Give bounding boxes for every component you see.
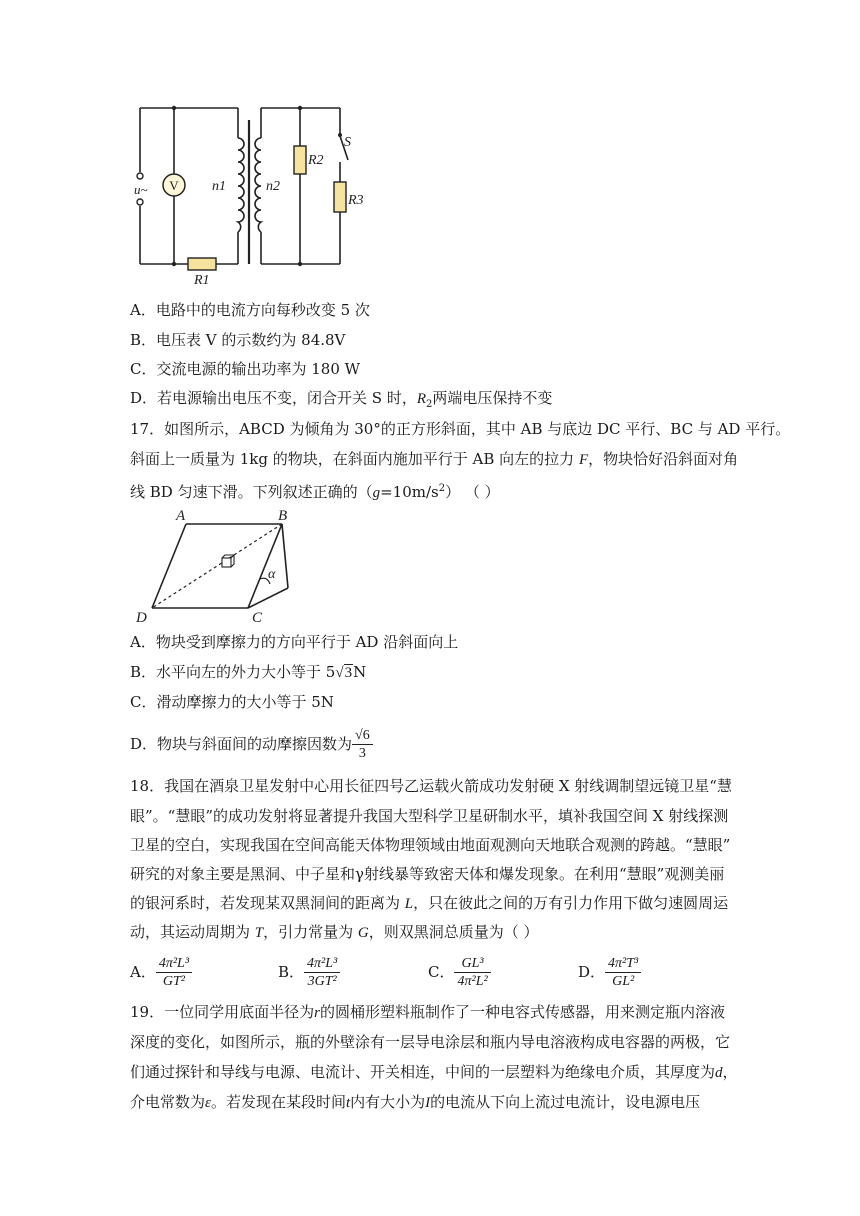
- r3-resistor: [334, 182, 346, 212]
- voltmeter-label: V: [169, 178, 179, 193]
- vertex-a-label: A: [176, 508, 186, 524]
- q16-option-a: A．电路中的电流方向每秒改变 5 次: [130, 301, 370, 319]
- r2-resistor: [294, 146, 306, 174]
- vertex-d-label: D: [136, 610, 147, 626]
- vertex-c-label: C: [252, 610, 263, 626]
- r3-label: R3: [348, 193, 364, 208]
- n2-label: n2: [266, 179, 280, 194]
- n1-label: n1: [212, 179, 226, 194]
- q16-option-b: B．电压表 V 的示数约为 84.8V: [130, 331, 346, 349]
- q18-line-3: 卫星的空白，实现我国在空间高能天体物理领域由地面观测向天地联合观测的跨越。“慧眼”: [130, 836, 731, 854]
- q18-option-a: A． $\frac{\text{4π²L³}}{\text{GT²}}$: [130, 952, 192, 992]
- q16-option-c: C．交流电源的输出功率为 180 W: [130, 360, 361, 378]
- q17-line-1: 17．如图所示，ABCD 为倾角为 30°的正方形斜面，其中 AB 与底边 DC 平行、BC 与 AD 平行。: [130, 420, 791, 438]
- incline-square-diagram: [130, 502, 310, 628]
- q17-line-3: 线 BD 匀速下滑。下列叙述正确的$(g=10m/s^2)$ （ ）: [130, 483, 500, 501]
- alpha-label: α: [268, 567, 276, 582]
- q19-line-3: 们通过探针和导线与电源、电流计、开关相连，中间的一层塑料为绝缘电介质，其厚度为d，: [130, 1063, 738, 1081]
- q17-option-a: A．物块受到摩擦力的方向平行于 AD 沿斜面向上: [130, 633, 459, 651]
- q16-option-d: D．若电源输出电压不变，闭合开关 S 时，$R_2$两端电压保持不变: [130, 389, 553, 410]
- q17-option-c: C．滑动摩擦力的大小等于 5N: [130, 693, 334, 711]
- source-label: u~: [134, 182, 148, 197]
- q18-line-1: 18．我国在酒泉卫星发射中心用长征四号乙运载火箭成功发射硬 X 射线调制望远镜卫星“慧: [130, 777, 732, 795]
- q18-option-b: B． $\frac{\text{4π²L³}}{\text{3GT²}}$: [278, 952, 340, 992]
- q17-option-b: B．水平向左的外力大小等于 5√3N: [130, 663, 367, 681]
- q19-line-1: 19．一位同学用底面半径为r的圆桶形塑料瓶制作了一种电容式传感器，用来测定瓶内溶液: [130, 1003, 725, 1021]
- switch-label: S: [344, 135, 351, 150]
- q17-option-d: D．物块与斜面间的动摩擦因数为 $\frac{√6}{3}$: [130, 724, 373, 764]
- q18-line-2: 眼”。“慧眼”的成功发射将显著提升我国大型科学卫星研制水平，填补我国空间 X 射线探测: [130, 807, 729, 825]
- q18-line-6: 动，其运动周期为 T，引力常量为 G，则双黑洞总质量为（ ）: [130, 923, 539, 941]
- q19-line-2: 深度的变化，如图所示，瓶的外壁涂有一层导电涂层和瓶内导电溶液构成电容器的两极，它: [130, 1033, 731, 1051]
- block-icon: [222, 555, 234, 567]
- transformer-circuit-diagram: [130, 100, 380, 290]
- vertex-b-label: B: [278, 508, 288, 524]
- r1-label: R1: [194, 273, 210, 288]
- q18-line-4: 研究的对象主要是黑洞、中子星和γ射线暴等致密天体和爆发现象。在利用“慧眼”观测美丽: [130, 865, 725, 883]
- r2-label: R2: [308, 153, 324, 168]
- q18-line-5: 的银河系时，若发现某双黑洞间的距离为 L，只在彼此之间的万有引力作用下做匀速圆周运: [130, 894, 729, 912]
- q17-line-2: 斜面上一质量为 1kg 的物块，在斜面内施加平行于 AB 向左的拉力 F，物块恰好沿斜面对角: [130, 450, 739, 468]
- q18-option-d: D． $\frac{\text{4π²T³}}{\text{GL²}}$: [578, 952, 641, 992]
- r1-resistor: [188, 258, 216, 270]
- q18-option-c: C． $\frac{\text{GL³}}{\text{4π²L²}}$: [428, 952, 491, 992]
- q19-line-4: 介电常数为ε。若发现在某段时间t内有大小为I的电流从下向上流过电流计，设电源电压: [130, 1093, 701, 1111]
